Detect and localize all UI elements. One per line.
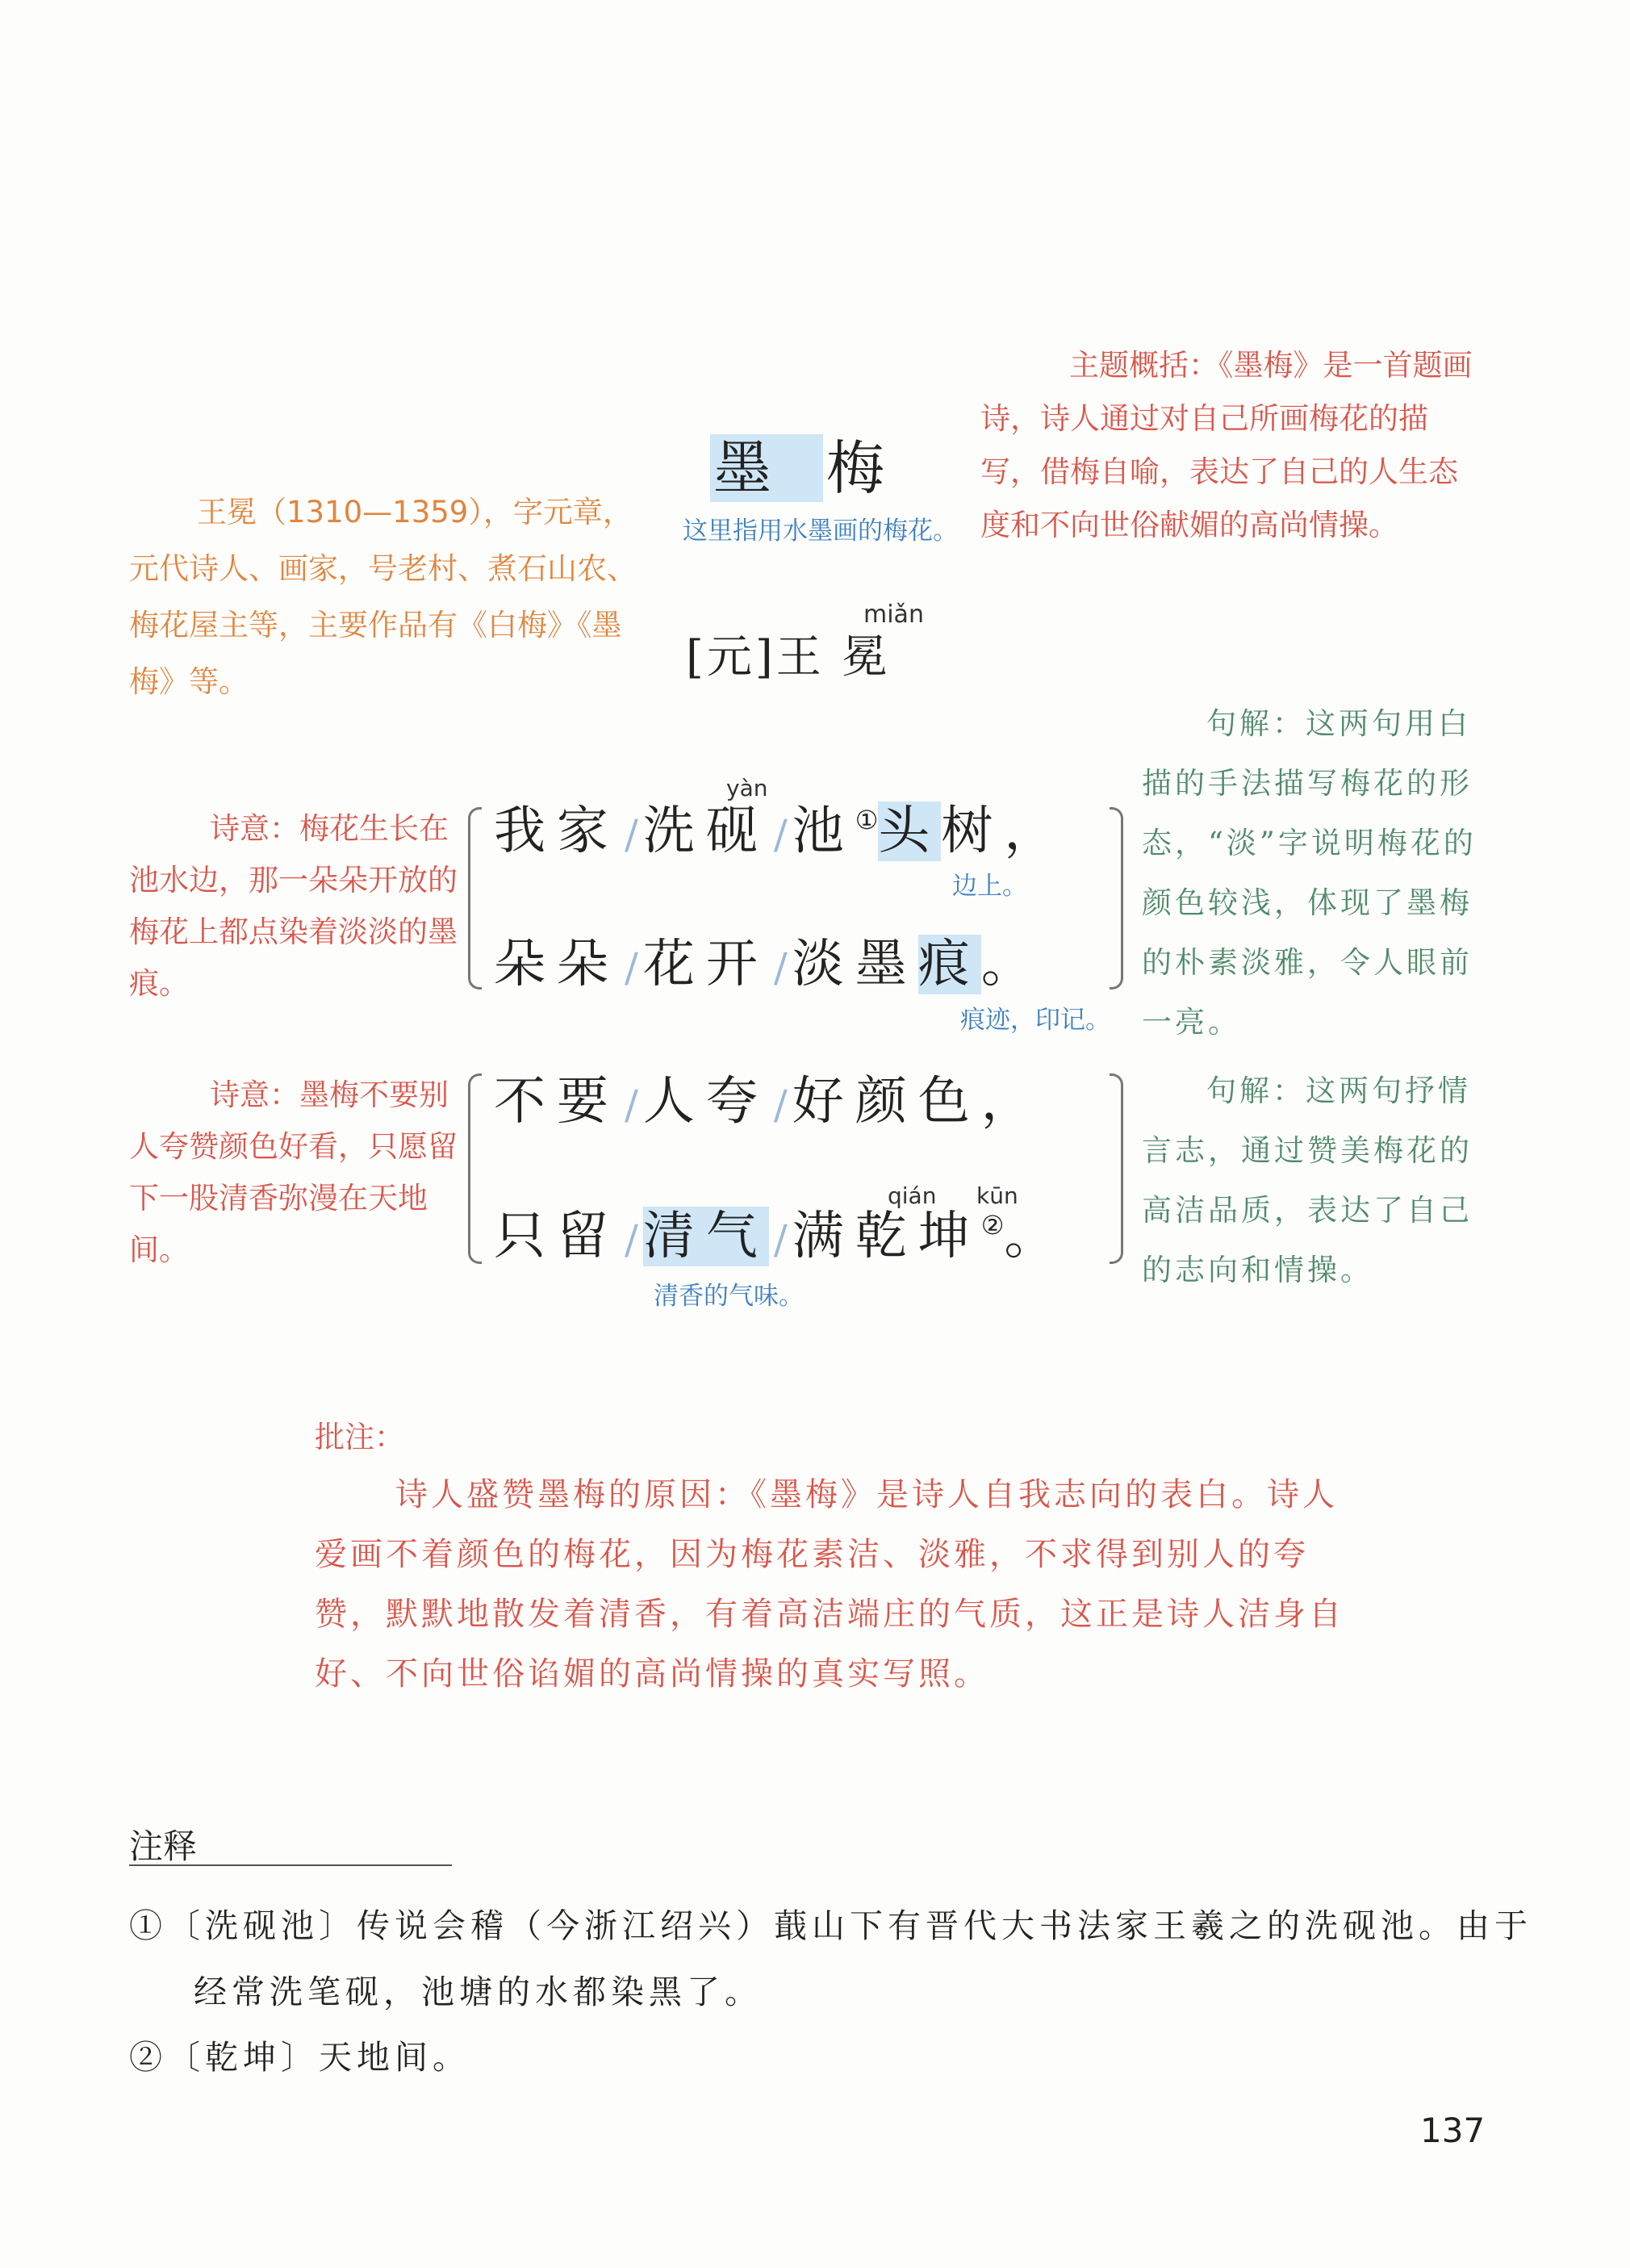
gloss-tou: 边上。 <box>952 872 1027 901</box>
line3-seg-a: 不要 <box>494 1072 620 1132</box>
line1-seg-a: 我家 <box>494 801 620 861</box>
title-char-2: 梅 <box>826 434 934 502</box>
title-char-1: 墨 <box>710 434 823 502</box>
line4-seg-c: 满乾坤 <box>792 1207 981 1266</box>
author-pinyin: miǎn <box>863 600 924 629</box>
note-ref-2: ② <box>980 1210 1005 1241</box>
pinyin-qian: qián <box>888 1182 937 1209</box>
line1-seg-d: 树 <box>941 801 1005 861</box>
footnote-1: ①〔洗砚池〕传说会稽（今浙江绍兴）蕺山下有晋代大书法家王羲之的洗砚池。由于经常洗笔砚，池塘的水都染黑了。 <box>129 1906 1532 2011</box>
theme-summary-annotation: 主题概括：《墨梅》是一首题画诗，诗人通过对自己所画梅花的描写，借梅自喻，表达了自己的人生态度和不向世俗献媚的高尚情操。 <box>980 348 1473 542</box>
line2-seg-b: 花开 <box>642 935 769 994</box>
line3-punct: ， <box>980 1072 1033 1132</box>
gloss-qingqi: 清香的气味。 <box>654 1282 804 1311</box>
explanation-annotation-1: 句解：这两句用白描的手法描写梅花的形态，“淡”字说明梅花的颜色较浅，体现了墨梅的朴素淡雅，令人眼前一亮。 <box>1142 706 1477 1040</box>
author-bio-annotation: 王冕（1310—1359），字元章，元代诗人、画家，号老村、煮石山农、梅花屋主等，主要作品有《白梅》《墨梅》等。 <box>129 495 637 699</box>
line1-seg-c: 池 <box>792 801 855 861</box>
poem-line-3: 不要 /人夸 /好颜色， <box>494 1072 1033 1132</box>
poem-title <box>710 428 936 508</box>
poem-line-1: 我家 /洗砚 /池①头树， <box>494 801 1056 861</box>
pinyin-kun: kūn <box>976 1182 1018 1209</box>
line1-highlight: 头 <box>878 801 942 861</box>
meaning-annotation-1: 诗意：梅花生长在池水边，那一朵朵开放的梅花上都点染着淡淡的墨痕。 <box>129 811 458 1001</box>
line1-punct: ， <box>1004 801 1056 861</box>
page-number: 137 <box>1420 2111 1486 2150</box>
poem-author: [元]王 冕 <box>686 631 891 684</box>
line3-seg-b: 人夸 <box>642 1072 769 1132</box>
poem-line-4: 只留 /清气 /满乾坤②。 <box>494 1207 1056 1266</box>
footnote-2: ②〔乾坤〕天地间。 <box>129 2038 470 2077</box>
line4-seg-a: 只留 <box>494 1207 620 1266</box>
stanza2-left-brace <box>468 1073 482 1264</box>
pinyin-yan: yàn <box>726 775 768 801</box>
line2-seg-c: 淡墨 <box>792 935 918 994</box>
notes-divider <box>129 1864 452 1866</box>
stanza2-right-brace <box>1110 1073 1123 1264</box>
comment-label: 批注： <box>315 1420 404 1454</box>
explanation-annotation-2: 句解：这两句抒情言志，通过赞美梅花的高洁品质，表达了自己的志向和情操。 <box>1142 1073 1473 1287</box>
stanza1-left-brace <box>468 807 482 990</box>
note-ref-1: ① <box>855 805 879 835</box>
line2-seg-a: 朵朵 <box>494 935 620 994</box>
line1-seg-b: 洗砚 <box>642 801 769 861</box>
comment-text: 诗人盛赞墨梅的原因：《墨梅》是诗人自我志向的表白。诗人爱画不着颜色的梅花，因为梅花素洁、淡雅，不求得到别人的夸赞，默默地散发着清香，有着高洁端庄的气质，这正是诗人洁身自好、不向世俗谄媚的高尚情操的真实写照。 <box>315 1476 1344 1693</box>
notes-heading: 注释 <box>129 1827 198 1866</box>
line3-seg-c: 好颜色 <box>792 1072 981 1132</box>
meaning-annotation-2: 诗意：墨梅不要别人夸赞颜色好看，只愿留下一股清香弥漫在天地间。 <box>129 1078 458 1267</box>
poem-line-2: 朵朵 /花开 /淡墨痕。 <box>494 935 1033 994</box>
line4-highlight: 清气 <box>642 1207 769 1266</box>
line2-punct: 。 <box>980 935 1033 994</box>
line2-highlight: 痕 <box>917 935 981 994</box>
gloss-hen: 痕迹，印记。 <box>960 1006 1110 1035</box>
title-note: 这里指用水墨画的梅花。 <box>683 517 958 546</box>
stanza1-right-brace <box>1110 807 1123 990</box>
line4-punct: 。 <box>1004 1207 1056 1266</box>
